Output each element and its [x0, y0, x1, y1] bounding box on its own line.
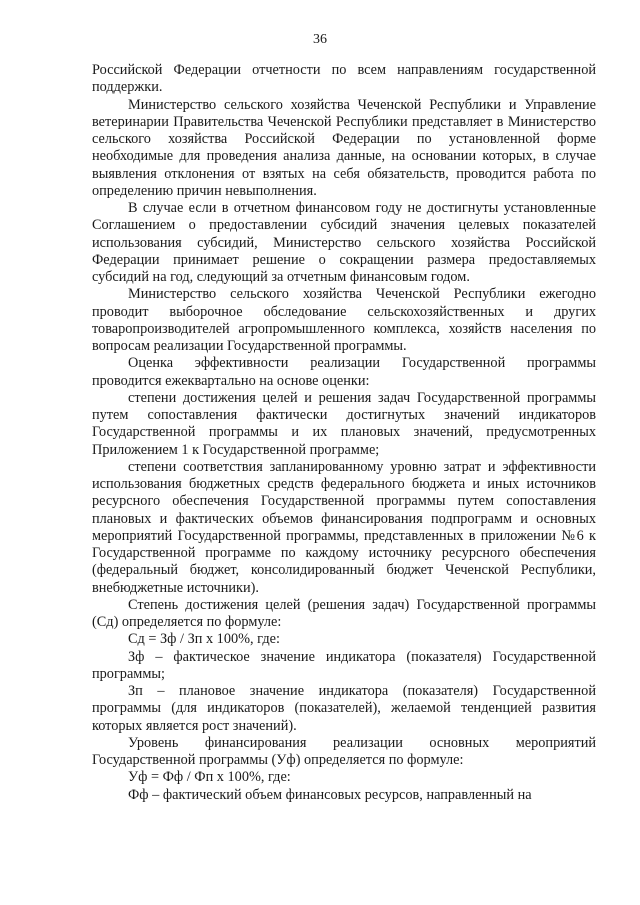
- document-body: [92, 62, 596, 804]
- paragraph-goals-degree: степени достижения целей и решения задач Государственной программы путем сопоставления фактически достигнутых значений индикаторов Государственной программы и их плановых значений, предусмотренных Приложением 1 к Государственной программе;: [92, 389, 596, 458]
- paragraph-uf-definition: Уровень финансирования реализации основных мероприятий Государственной программы (Уф) определяется по формуле:: [92, 734, 596, 768]
- paragraph-ministry-reporting: Министерство сельского хозяйства Чеченской Республики и Управление ветеринарии Правительства Чеченской Республики представляет в Министерство сельского хозяйства Российской Федерации по установленной форме необходимые для проведения анализа данные, на основании которых, в случае выявления отклонения от взятых на себя обязательств, проводится работа по определению причин невыполнения.: [92, 96, 596, 199]
- formula-sd: Сд = Зф / Зп х 100%, где:: [128, 631, 280, 648]
- paragraph-zp-definition: Зп – плановое значение индикатора (показателя) Государственной программы (для индикаторов (показателей), желаемой тенденцией развития которых является рост значений).: [92, 683, 596, 734]
- paragraph-ff-definition: Фф – фактический объем финансовых ресурсов, направленный на: [128, 786, 532, 803]
- paragraph-cost-compliance: степени соответствия запланированному уровню затрат и эффективности использования бюджетных средств федерального бюджета и иных источников ресурсного обеспечения Государственной программы путем сопоставления плановых и фактических объемов финансирования подпрограмм и основных мероприятий Государственной программы, представленных в приложении №6 к Государственной программе по каждому источнику ресурсного обеспечения (федеральный бюджет, консолидированный бюджет Чеченской Республики, внебюджетные источники).: [92, 458, 596, 596]
- paragraph-subsidy-reduction: В случае если в отчетном финансовом году не достигнуты установленные Соглашением о предоставлении субсидий значения целевых показателей использования субсидий, Министерство сельского хозяйства Российской Федерации принимает решение о сокращении размера предоставляемых субсидий на год, следующий за отчетным финансовым годом.: [92, 200, 596, 285]
- paragraph-zf-definition: Зф – фактическое значение индикатора (показателя) Государственной программы;: [92, 648, 596, 682]
- formula-uf: Уф = Фф / Фп х 100%, где:: [128, 769, 291, 786]
- paragraph-evaluation-intro: Оценка эффективности реализации Государственной программы проводится ежеквартально на основе оценки:: [92, 355, 596, 389]
- paragraph-continuation: Российской Федерации отчетности по всем направлениям государственной поддержки.: [92, 62, 596, 96]
- paragraph-sd-definition: Степень достижения целей (решения задач) Государственной программы (Сд) определяется по формуле:: [92, 596, 596, 630]
- paragraph-survey: Министерство сельского хозяйства Чеченской Республики ежегодно проводит выборочное обследование сельскохозяйственных и других товаропроизводителей агропромышленного комплекса, хозяйств населения по вопросам реализации Государственной программы.: [92, 286, 596, 354]
- page-number: 36: [313, 32, 327, 47]
